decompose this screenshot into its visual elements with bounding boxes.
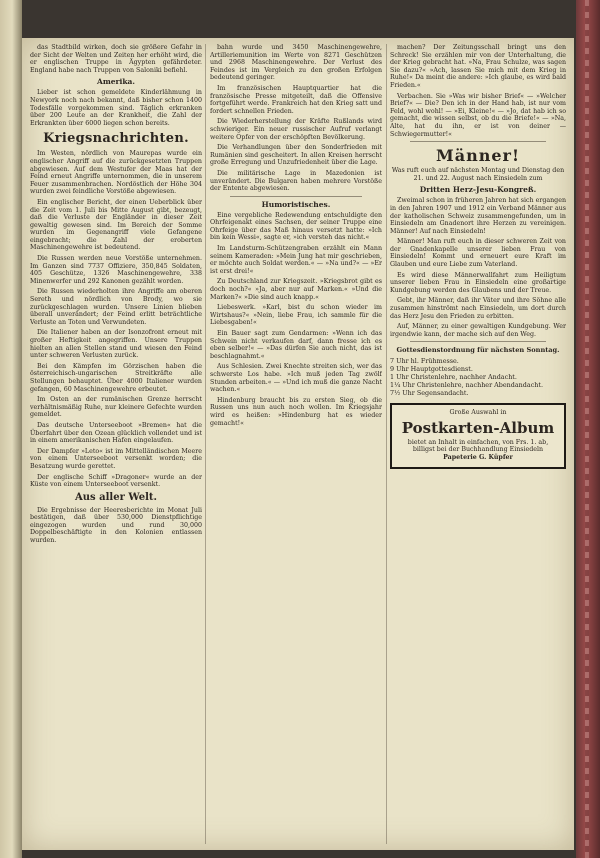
humor-paragraph: Aus Schlesien. Zwei Knechte streiten sich, wer das schwerste Los habe. »Ich muß jeden Tag zwölf Stunden arbeiten.« — »Und ich muß die ganze Nacht wachen.«	[210, 363, 382, 394]
humor-paragraph: Im Landsturm-Schützengraben erzählt ein Mann seinem Kameraden: »Mein Jung hat mir geschrieben, er möchte auch Soldat werden.« — »Na und?« — »Er ist erst drei!«	[210, 245, 382, 275]
book-binding-left	[0, 0, 22, 858]
article-paragraph: Der englische Schiff »Dragoner« wurde an der Küste von einem Unterseeboot versenkt.	[30, 473, 202, 489]
article-paragraph: Die Verhandlungen über den Sonderfrieden mit Rumänien sind gescheitert. In allen Kreisen herrscht große Erregung und Unzufriedenheit über die Lage.	[210, 144, 382, 167]
article-paragraph: Die Russen werden neue Vorstöße unternehmen. Im Ganzen sind 7737 Offiziere, 350,845 Soldaten, 405 Geschütze, 1326 Maschinengewehre, 338 Minenwerfer und 292 Kanonen gezählt worden.	[30, 255, 202, 285]
article-intro: machen? Der Zeitungsschall bringt uns den Schreck! Sie erzählen mir von der Unterhaltung, die der Krieg gebracht hat. »Na, Frau Schulze, was sagen Sie dazu?« »Ach, lassen Sie mich mit dem Krieg in Ruhe!« Da meint die andere: »Ich glaube, es wird bald Frieden.«	[390, 44, 566, 89]
subheadline: Was ruft euch auf nächsten Montag und Dienstag den 21. und 22. August nach Einsiedeln zum	[391, 167, 565, 182]
church-schedule-list	[390, 357, 566, 397]
ad-body: bietet an Inhalt in einfachen, von Frs. 1. ab, billigst bei der Buchhandlung Einsiedeln	[407, 438, 549, 454]
ad-firm: Papeterie G. Küpfer	[443, 453, 513, 461]
section-heading-humoristisches: Humoristisches.	[261, 199, 331, 209]
article-paragraph: Die Russen wiederholten ihre Angriffe am oberen Sereth und nördlich von Brody, wo sie zurückgeschlagen wurden. Unsere Linien blieben überall unverändert; der Feind erlitt beträchtliche Verluste an Toten und Verwundeten.	[30, 288, 202, 326]
article-paragraph: Die militärische Lage in Mazedonien ist unverändert. Die Bulgaren haben mehrere Vorstöße der Entente abgewiesen.	[210, 169, 382, 193]
humor-paragraph: Liebeswerk. »Karl, bist du schon wieder im Wirtshaus?« »Nein, liebe Frau, ich sammle für die Liebesgaben!«	[210, 304, 382, 327]
article-paragraph: Der Dampfer »Leto« ist im Mittelländischen Meere von einem Unterseeboot versenkt worden; die Besatzung wurde gerettet.	[30, 447, 202, 470]
article-paragraph: Im Westen, nördlich von Maurepas wurde ein englischer Angriff auf die zurückgesetzten Truppen abgewiesen. Auf dem Westufer der Maas hat der Feind erneut Angriffe unternommen, die in unserem Feuer zusammenbrachen. Nordöstlich der Höhe 304 wurden zwei feindliche Vorstöße abgewiesen.	[30, 150, 202, 196]
article-paragraph: Lieber ist schon gemeldete Kinderlähmung in Newyork noch nach bekannt, daß bisher schon 1400 Todesfälle vorgekommen sind. Täglich erkranken über 200 Leute an der Krankheit, die Zahl der Erkrankten über 6000 liegen schon bereits.	[30, 89, 202, 127]
schedule-item: 7 Uhr hl. Frühmesse.	[390, 357, 459, 365]
humor-paragraph: Eine vergebliche Redewendung entschuldigte den Ohrfeigenakt eines Sachsen, der seiner Truppe eine Ohrfeige über das Maß hinaus versetzt hatte: »Ich bin kein Wessi«, sagte er, »ich versteh das nicht.«	[210, 211, 382, 242]
article-paragraph: Gebt, ihr Männer, daß ihr Väter und ihre Söhne alle zusammen hinströmt nach Einsiedeln, um dort durch das Herz Jesu den Frieden zu erbitten.	[390, 297, 566, 320]
column-rule	[386, 44, 387, 844]
article-paragraph: Ein englischer Bericht, der einen Ueberblick über die Zeit vom 1. Juli bis Mitte August gibt, bezeugt, daß die Verluste der Engländer in dieser Zeit gewaltig gewesen sind. Im Bereich der Somme wurden im Gegenangriff viele Gefangene eingebracht; die Zahl der eroberten Maschinengewehre ist bedeutend.	[30, 198, 202, 252]
section-divider	[410, 141, 546, 142]
article-paragraph: Verbachen. Sie »Was wir bisher Brief« — »Welcher Brief?« — Die? Den ich in der Hand hab, ist nur vom Feld, wohl wohl! — »Ei, Kleine!« — »Jo, dat hab ich so gemacht, die wissen selbst, ob du die Briefe!« — »Na, Alte, hat du ihn, er ist von deiner — Schwiegermutter!«	[390, 92, 566, 138]
article-paragraph: Auf, Männer, zu einer gewaltigen Kundgebung. Wer irgendwie kann, der mache sich auf den Weg.	[390, 323, 566, 338]
article-paragraph: Im Osten an der rumänischen Grenze herrscht verhältnismäßig Ruhe, nur kleinere Gefechte wurden gemeldet.	[30, 396, 202, 419]
article-paragraph: Die Wiederherstellung der Kräfte Rußlands wird schwieriger. Ein neuer russischer Aufruf verlangt weitere Opfer von der erschöpften Bevölkerung.	[210, 118, 382, 141]
section-divider	[230, 196, 362, 197]
article-paragraph: Die Italiener haben an der Isonzofront erneut mit großer Heftigkeit angegriffen. Unsere Truppen hielten an allen Stellen stand und wiesen den Feind unter schweren Verlusten zurück.	[30, 329, 202, 360]
book-binding-right	[576, 0, 600, 858]
headline-maenner: Männer!	[436, 146, 520, 166]
postcard-album-advertisement	[390, 403, 566, 469]
article-paragraph: Zweimal schon in früheren Jahren hat sich ergangen in den Jahren 1907 und 1912 ein Verband Männer aus der katholischen Schweiz zusammengefunden, um in Einsiedeln am Gnadenort ihre Herzen zu vereinigen. Männer! Auf nach Einsiedeln!	[390, 197, 566, 235]
column-left	[30, 44, 202, 844]
article-paragraph: Bei den Kämpfen im Görzischen haben die österreichisch-ungarischen Streitkräfte alle Stellungen behauptet. Über 4000 Italiener wurden gefangen, 60 Maschinengewehre erbeutet.	[30, 362, 202, 393]
column-middle	[210, 44, 382, 844]
ad-top-line: Große Auswahl in	[449, 409, 507, 416]
schedule-item: 7½ Uhr Segensandacht.	[390, 389, 469, 397]
article-paragraph: bahn wurde und 3450 Maschinengewehre, Artilleriemunition im Werte von 8271 Geschützen und 2968 Maschinengewehre. Der Verlust des Feindes ist im Vergleich zu den großen Erfolgen bedeutend geringer.	[210, 44, 382, 82]
section-heading-aus-aller-welt: Aus aller Welt.	[74, 491, 157, 503]
schedule-item: 1 Uhr Christenlehre, nachher Andacht.	[390, 373, 517, 381]
article-paragraph: Es wird diese Männerwallfahrt zum Heiligtum unserer lieben Frau in Einsiedeln eine großartige Kundgebung werden des Glaubens und der Treue.	[390, 271, 566, 294]
schedule-item: 1¼ Uhr Christenlehre, nachher Abendandacht.	[390, 381, 543, 389]
humor-paragraph: Hindenburg braucht bis zu ersten Sieg, ob die Russen uns nun auch noch wollen. Im Kriegsjahr wird es heißen: »Hindenburg hat es wieder gemacht!«	[210, 396, 382, 427]
newspaper-page	[22, 38, 574, 850]
column-rule	[205, 44, 206, 844]
section-heading-amerika: Amerika.	[97, 77, 135, 87]
schedule-item: 9 Uhr Hauptgottesdienst.	[390, 365, 473, 373]
humor-paragraph: Ein Bauer sagt zum Gendarmen: »Wenn ich das Schwein nicht verkaufen darf, dann fresse ich es eben selber!« — »Das dürfen Sie auch nicht, das ist beschlagnahmt.«	[210, 330, 382, 360]
article-paragraph: Im französischen Hauptquartier hat die französische Presse mitgeteilt, daß die Offensive fortgeführt werde. Frankreich hat den Krieg satt und fordert schnellen Frieden.	[210, 84, 382, 115]
section-heading-kongress: Dritten Herz-Jesu-Kongreß.	[419, 185, 537, 195]
section-heading-kriegsnachrichten: Kriegsnachrichten.	[43, 131, 189, 147]
section-divider	[410, 341, 546, 342]
article-paragraph: Die Ergebnisse der Heeresberichte im Monat Juli bestätigen, daß über 530,000 Dienstpflichtige eingezogen wurden und rund 30,000 Doppelbeschäftigte in den Kolonien entlassen wurden.	[30, 506, 202, 545]
humor-paragraph: Zu Deutschland zur Kriegszeit. »Kriegsbrot gibt es doch noch?« »Ja, aber nur auf Marken.« »Und die Marken?« »Die sind auch knapp.«	[210, 278, 382, 301]
column-right	[390, 44, 566, 844]
article-intro: das Stadtbild wirken, doch sie größere Gefahr in der Sicht der Welten und Zeiten her erhöht wird, die er englischen Truppe in Ägypten gefährdeter. England habe nach Truppen von Saloniki befiehl.	[30, 44, 202, 74]
article-paragraph: Das deutsche Unterseeboot »Bremen« hat die Überfahrt über den Ozean glücklich vollendet und ist in einem amerikanischen Hafen eingelaufen.	[30, 421, 202, 445]
church-schedule-title: Gottesdienstordnung für nächsten Sonntag.	[396, 346, 560, 355]
ad-title: Postkarten-Album	[401, 418, 555, 437]
article-paragraph: Männer! Man ruft euch in dieser schweren Zeit von der Gnadenkapelle unserer lieben Frau von Einsiedeln! Kommt und erneuert eure Kraft im Glauben und eure Liebe zum Vaterland.	[390, 238, 566, 269]
